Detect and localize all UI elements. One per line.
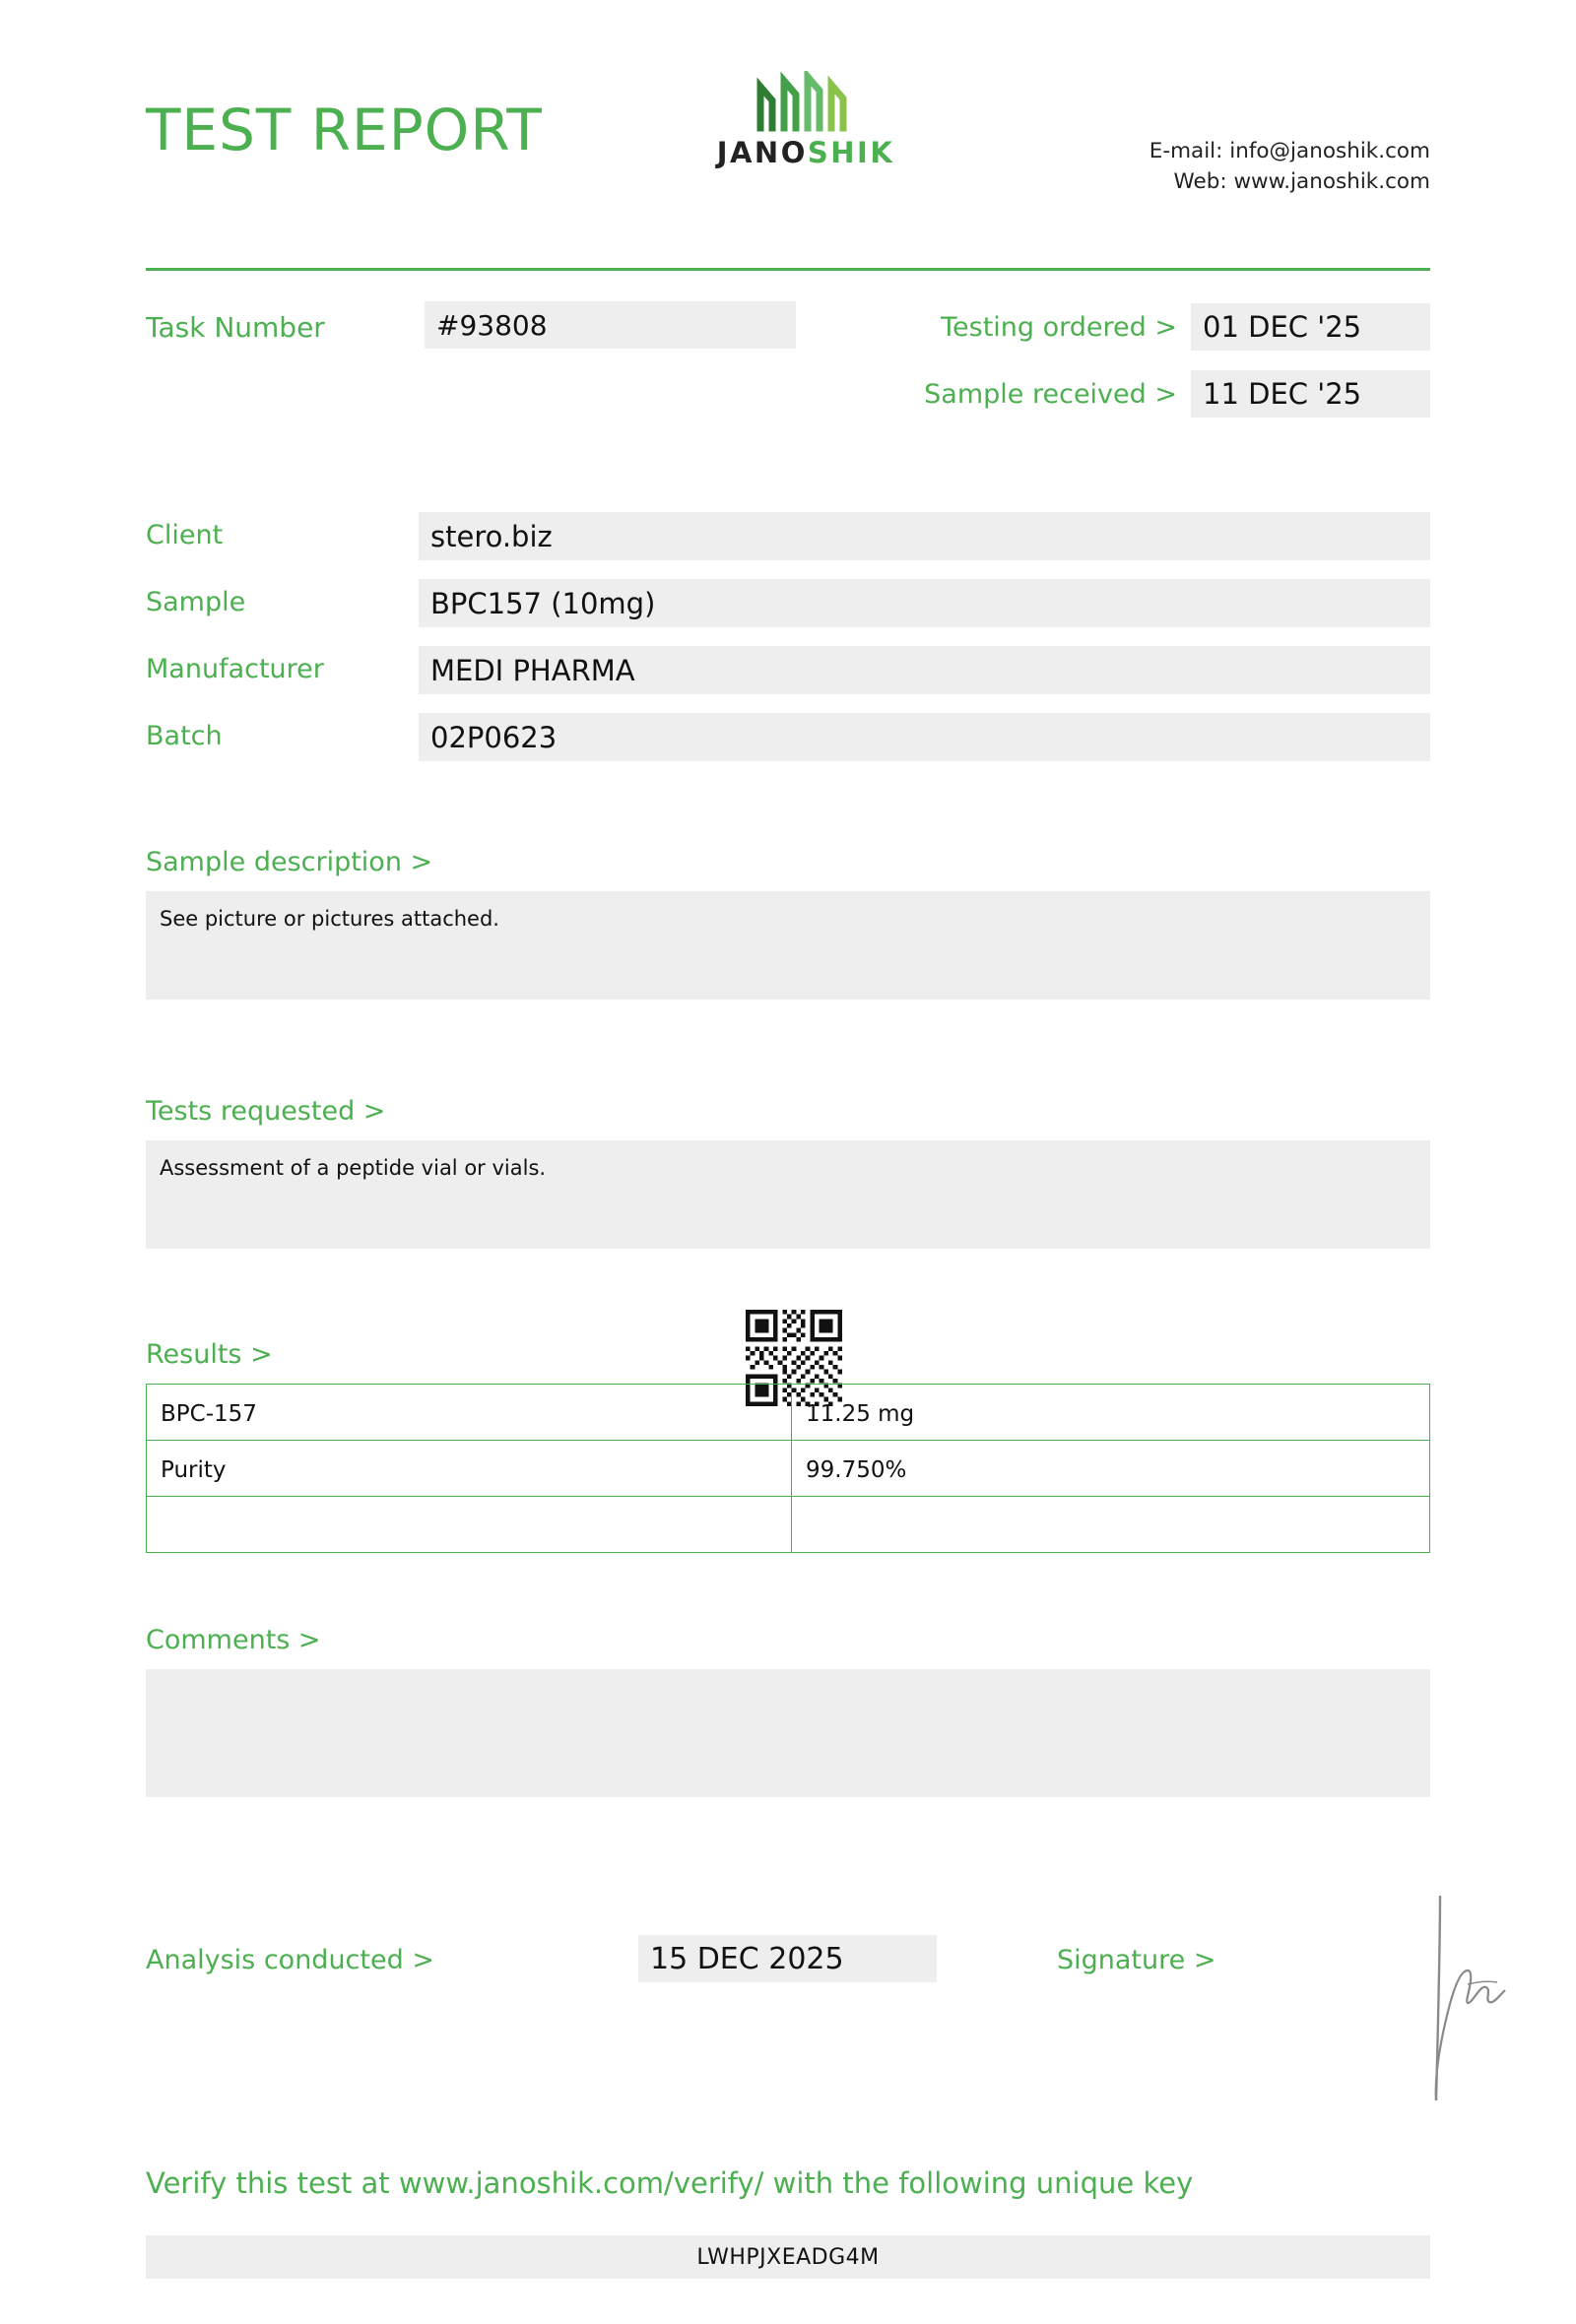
unique-key-value: LWHPJXEADG4M	[146, 2235, 1430, 2279]
manufacturer-value: MEDI PHARMA	[419, 646, 1430, 694]
janoshik-logo	[697, 71, 914, 169]
table-row	[147, 1441, 1430, 1497]
info-row	[146, 713, 1430, 780]
task-number-label: Task Number	[146, 311, 325, 344]
task-number-value: #93808	[425, 301, 796, 349]
result-value: 99.750%	[792, 1441, 1430, 1497]
sample-description-text: See picture or pictures attached.	[146, 891, 1430, 1000]
analysis-signature-row	[146, 1935, 1430, 2014]
sample-info-table	[146, 512, 1430, 780]
sample-description-section	[146, 847, 1430, 1000]
logo-text-dark: JANO	[716, 136, 808, 169]
sample-description-title: Sample description >	[146, 847, 433, 877]
info-row	[146, 512, 1430, 579]
testing-ordered-row	[941, 303, 1430, 351]
info-row	[146, 579, 1430, 646]
sample-label: Sample	[146, 587, 246, 617]
comments-title: Comments >	[146, 1625, 321, 1655]
batch-value: 02P0623	[419, 713, 1430, 761]
task-section	[146, 301, 1430, 429]
page-title: TEST REPORT	[146, 97, 543, 163]
manufacturer-label: Manufacturer	[146, 654, 324, 684]
analysis-conducted-label: Analysis conducted >	[146, 1945, 434, 1975]
result-value	[792, 1497, 1430, 1553]
comments-text	[146, 1669, 1430, 1797]
header-divider	[146, 268, 1430, 271]
result-name: Purity	[147, 1441, 792, 1497]
result-name	[147, 1497, 792, 1553]
sample-received-row	[924, 370, 1430, 418]
logo-wordmark	[697, 136, 914, 169]
signature-image	[1407, 1886, 1535, 2112]
client-label: Client	[146, 520, 224, 550]
tests-requested-section	[146, 1096, 1430, 1249]
table-row	[147, 1497, 1430, 1553]
logo-mark-icon	[747, 71, 865, 132]
contact-web: Web: www.janoshik.com	[1173, 169, 1430, 195]
comments-section	[146, 1625, 1430, 1797]
tests-requested-title: Tests requested >	[146, 1096, 386, 1127]
table-row	[147, 1385, 1430, 1441]
contact-info	[1149, 136, 1430, 197]
results-title: Results >	[146, 1339, 273, 1370]
results-section	[146, 1339, 1430, 1553]
batch-label: Batch	[146, 721, 223, 751]
sample-value: BPC157 (10mg)	[419, 579, 1430, 627]
result-value: 11.25 mg	[792, 1385, 1430, 1441]
sample-received-value: 11 DEC '25	[1191, 370, 1430, 418]
document-header	[146, 0, 1430, 195]
result-name: BPC-157	[147, 1385, 792, 1441]
results-table	[146, 1384, 1430, 1553]
tests-requested-text: Assessment of a peptide vial or vials.	[146, 1140, 1430, 1249]
signature-label: Signature >	[1057, 1945, 1216, 1975]
contact-email: E-mail: info@janoshik.com	[1149, 139, 1430, 163]
sample-received-label: Sample received >	[924, 378, 1177, 410]
testing-ordered-label: Testing ordered >	[941, 311, 1177, 343]
info-row	[146, 646, 1430, 713]
verify-text: Verify this test at www.janoshik.com/verify/ with the following unique key	[146, 2166, 1194, 2200]
testing-ordered-value: 01 DEC '25	[1191, 303, 1430, 351]
analysis-conducted-value: 15 DEC 2025	[638, 1935, 937, 1982]
client-value: stero.biz	[419, 512, 1430, 560]
logo-text-green: SHIK	[807, 136, 895, 169]
